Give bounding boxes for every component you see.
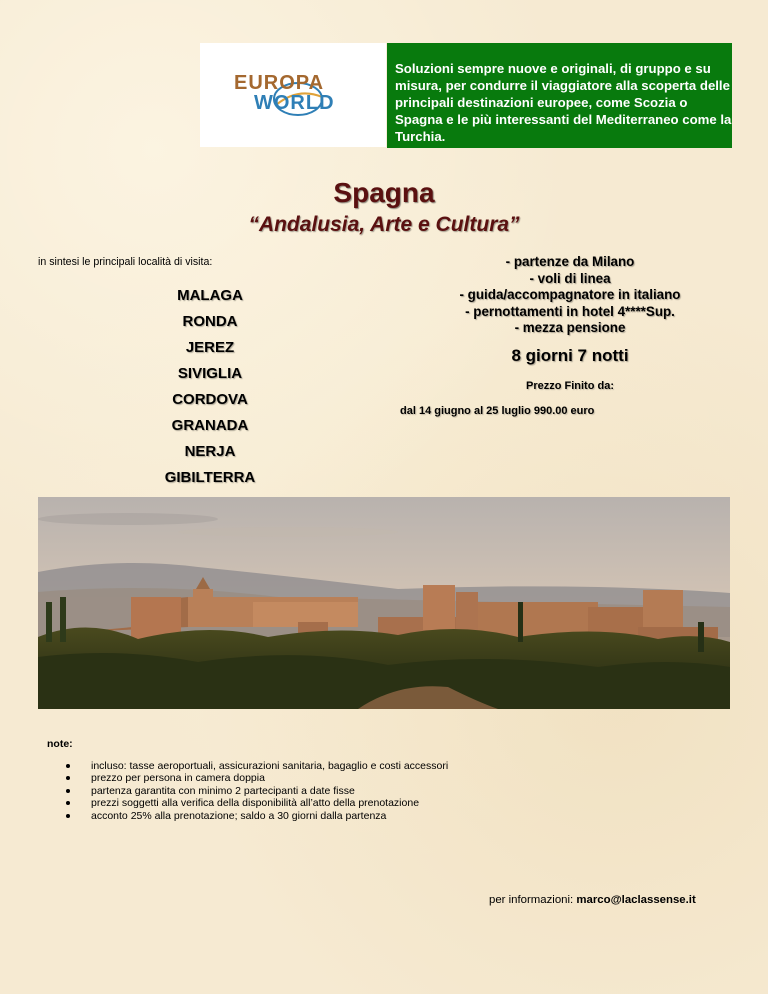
city-item: CORDOVA (172, 391, 248, 408)
page-subtitle: “Andalusia, Arte e Cultura” (248, 213, 520, 236)
bullet-icon (66, 776, 70, 780)
trip-details (420, 254, 720, 337)
detail-line: - mezza pensione (514, 320, 626, 335)
price-label: Prezzo Finito da: (526, 380, 614, 392)
city-item: RONDA (182, 313, 238, 330)
city-list (130, 286, 290, 494)
contact-email-link[interactable]: marco@laclassense.it (576, 894, 696, 906)
price-line: dal 14 giugno al 25 luglio 990.00 euro (400, 405, 595, 417)
contact-info (489, 894, 696, 906)
detail-line: - partenze da Milano (505, 254, 635, 269)
logo-text-europa: EUROPA (234, 72, 325, 94)
list-item (66, 772, 448, 784)
city-item: MALAGA (177, 287, 243, 304)
bullet-icon (66, 814, 70, 818)
list-item (66, 810, 448, 822)
note-text: acconto 25% alla prenotazione; saldo a 30 giorni dalla partenza (91, 809, 387, 822)
detail-line: - pernottamenti in hotel 4****Sup. (465, 303, 675, 319)
bullet-icon (66, 789, 70, 793)
bullet-icon (66, 801, 70, 805)
list-item (66, 760, 448, 772)
intro-box: Soluzioni sempre nuove e originali, di gruppo e su misura, per condurre il viaggiatore alla scoperta delle principali destinazioni europee, come Scozia o Spagna e le più interessanti del Mediterraneo come la Turchia. (387, 43, 732, 148)
bullet-icon (66, 764, 70, 768)
notes-list (66, 760, 448, 822)
list-item (66, 797, 448, 809)
city-item: SIVIGLIA (177, 365, 243, 382)
detail-line: - guida/accompagnatore in italiano (459, 287, 681, 302)
note-text: incluso: tasse aeroportuali, assicurazioni sanitaria, bagaglio e costi accessori (91, 760, 449, 772)
city-item: GRANADA (171, 417, 249, 434)
note-text: prezzo per persona in camera doppia (91, 772, 265, 785)
europa-world-logo (200, 43, 386, 147)
alhambra-illustration (38, 497, 730, 709)
city-item: JEREZ (185, 339, 235, 356)
itinerary-intro: in sintesi le principali località di visita: (38, 256, 213, 268)
list-item (66, 785, 448, 797)
detail-line: - voli di linea (529, 270, 611, 286)
contact-label: per informazioni: (489, 894, 577, 906)
page-title: Spagna (333, 177, 435, 208)
city-item: GIBILTERRA (164, 469, 256, 486)
city-item: NERJA (184, 443, 236, 460)
trip-duration: 8 giorni 7 notti (511, 346, 629, 365)
note-text: partenza garantita con minimo 2 partecipanti a date fisse (91, 784, 355, 797)
notes-heading: note: (47, 738, 73, 750)
alhambra-photo (38, 497, 730, 709)
logo-text-world: WORLD (254, 92, 335, 114)
note-text: prezzi soggetti alla verifica della disponibilità all’atto della prenotazione (91, 797, 420, 810)
